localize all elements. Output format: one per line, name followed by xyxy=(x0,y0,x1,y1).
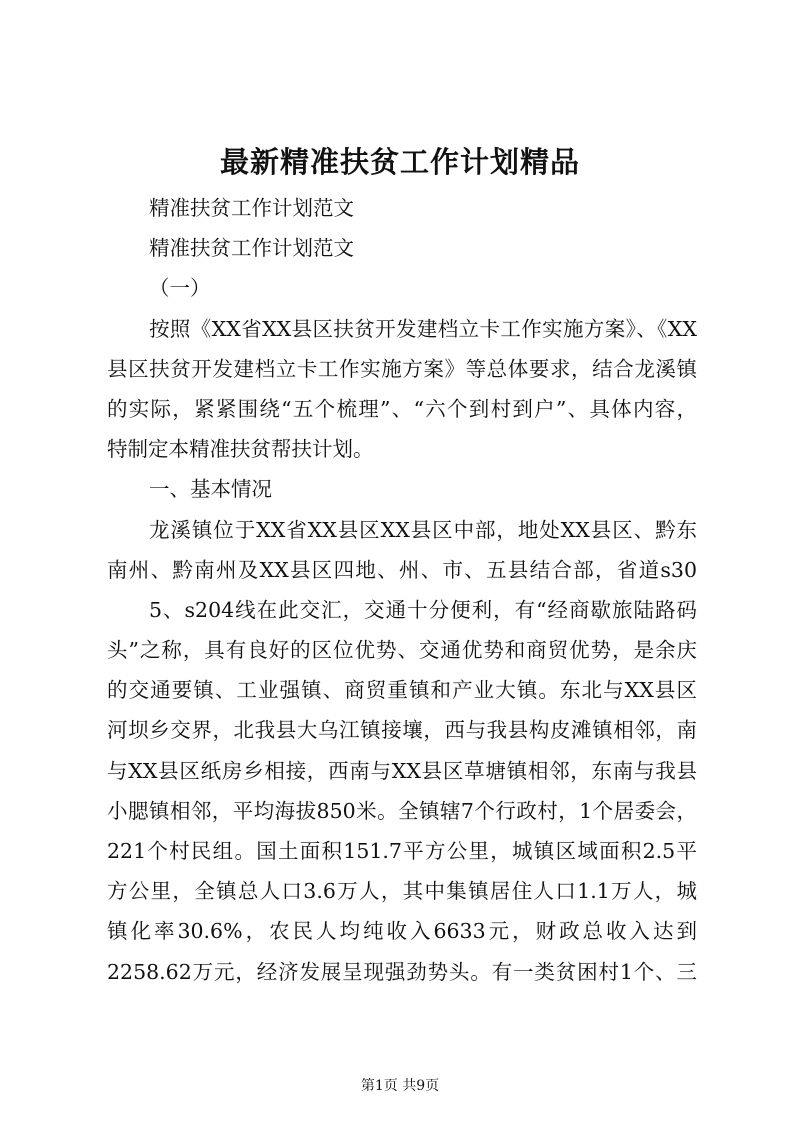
text-line: 镇化率30.6%，农民人均纯收入6633元，财政总收入达到 xyxy=(107,919,697,944)
text-line: 小腮镇相邻，平均海拔850米。全镇辖7个行政村，1个居委会， xyxy=(107,798,697,823)
text-line: 精准扶贫工作计划范文 xyxy=(149,196,354,220)
text-line: 特制定本精准扶贫帮扶计划。 xyxy=(107,437,374,462)
text-line: 县区扶贫开发建档立卡工作实施方案》等总体要求，结合龙溪镇 xyxy=(107,356,697,381)
page-number-footer: 第1页 共9页 xyxy=(360,1078,440,1094)
text-line: 河坝乡交界，北我县大乌江镇接壤，西与我县构皮滩镇相邻，南 xyxy=(107,718,697,743)
text-line: 精准扶贫工作计划范文 xyxy=(149,236,354,261)
text-line: 头”之称，具有良好的区位优势、交通优势和商贸优势，是余庆 xyxy=(107,638,697,663)
text-line: 一、基本情况 xyxy=(149,477,272,502)
text-line: 的实际，紧紧围绕“五个梳理”、“六个到村到户”、具体内容， xyxy=(107,396,697,421)
text-line: 按照《XX省XX县区扶贫开发建档立卡工作实施方案》、《XX xyxy=(149,316,697,341)
document-title: 最新精准扶贫工作计划精品 xyxy=(219,145,580,179)
text-line: 221个村民组。国土面积151.7平方公里，城镇区域面积2.5平 xyxy=(107,839,697,863)
text-line: 与XX县区纸房乡相接，西南与XX县区草塘镇相邻，东南与我县 xyxy=(107,758,697,783)
text-line: 方公里，全镇总人口3.6万人，其中集镇居住人口1.1万人，城 xyxy=(107,879,697,904)
text-line: 5、s204线在此交汇，交通十分便利，有“经商歇旅陆路码 xyxy=(149,597,697,622)
text-line: 的交通要镇、工业强镇、商贸重镇和产业大镇。东北与XX县区 xyxy=(107,678,697,703)
text-line: （一） xyxy=(149,276,211,301)
text-line: 2258.62万元，经济发展呈现强劲势头。有一类贫困村1个、三 xyxy=(107,959,697,984)
text-line: 龙溪镇位于XX省XX县区XX县区中部，地处XX县区、黔东 xyxy=(149,517,697,542)
document-body xyxy=(107,188,697,992)
text-line: 南州、黔南州及XX县区四地、州、市、五县结合部，省道s30 xyxy=(107,557,697,582)
